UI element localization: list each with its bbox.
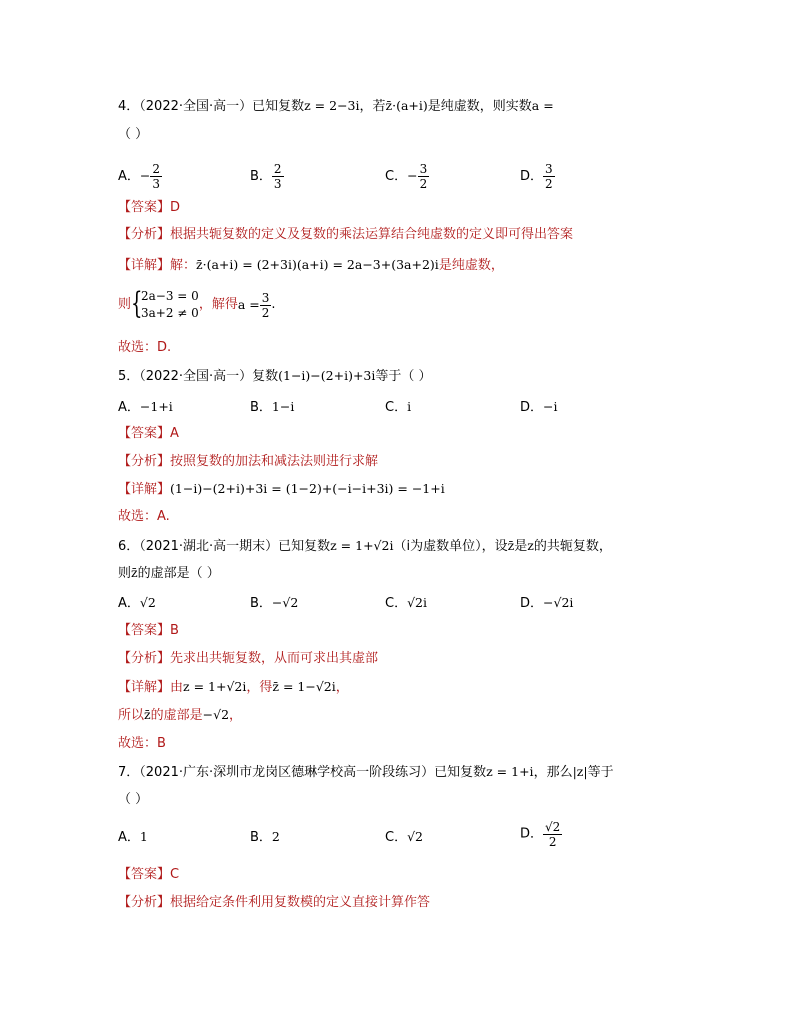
q5-answer xyxy=(118,425,179,443)
option-label: D． xyxy=(520,826,544,842)
detail-tag: 【详解】 xyxy=(118,258,171,273)
q4-detail xyxy=(118,256,504,275)
option-value: 1 xyxy=(139,829,148,844)
option-fraction xyxy=(543,162,555,191)
option-fraction xyxy=(150,162,162,191)
option-value: i xyxy=(407,399,412,414)
q7-analysis xyxy=(118,894,430,912)
q6-stem-text-d: 的共轭复数， xyxy=(533,539,612,554)
q6-detail-line2 xyxy=(118,706,242,725)
detail-tag: 【详解】 xyxy=(118,680,171,695)
q6-option-c xyxy=(385,594,427,613)
analysis-text: 按照复数的加法和减法法则进行求解 xyxy=(170,454,379,469)
option-value: −1+i xyxy=(139,399,173,414)
analysis-text: 根据共轭复数的定义及复数的乘法运算结合纯虚数的定义即可得出答案 xyxy=(170,227,574,242)
q6-stem-line2 xyxy=(118,564,220,583)
q7-stem-text-a: 7．（2021·广东·深圳市龙岗区德琳学校高一阶段练习）已知复数 xyxy=(118,765,487,780)
option-label: D． xyxy=(520,169,544,184)
q6-stem-text-a: 6．（2021·湖北·高一期末）已知复数 xyxy=(118,539,331,554)
system-eq-1: 2a−3 = 0 xyxy=(141,289,199,303)
detail-expr: z̄·(a+i) = (2+3i)(a+i) = 2a−3+(3a+2)i xyxy=(196,257,439,272)
q4-analysis xyxy=(118,226,573,244)
fraction-num: 2 xyxy=(273,162,282,176)
option-value: −i xyxy=(543,399,558,414)
q5-option-b xyxy=(250,398,294,417)
q4-paren: （ ） xyxy=(118,127,149,142)
option-sign: − xyxy=(407,168,418,183)
q5-stem-text-b: 等于（ ） xyxy=(375,369,432,384)
option-label: B． xyxy=(250,830,272,845)
q6-choose: 故选：B xyxy=(118,736,166,751)
detail-text-b: ，得 xyxy=(246,680,273,695)
option-fraction xyxy=(418,162,430,191)
q6-detail xyxy=(118,678,349,697)
fraction-den: 2 xyxy=(261,305,270,320)
option-fraction xyxy=(543,820,562,849)
analysis-tag: 【分析】 xyxy=(118,227,171,242)
option-label: B． xyxy=(250,400,272,415)
option-value: √2 xyxy=(139,595,156,610)
fraction-den: 2 xyxy=(419,177,428,191)
fraction-num: 3 xyxy=(419,162,428,176)
q7-option-d xyxy=(520,820,562,849)
analysis-tag: 【分析】 xyxy=(118,651,171,666)
option-value: √2i xyxy=(407,595,427,610)
q4-option-b xyxy=(250,162,284,191)
q5-option-c xyxy=(385,398,411,417)
fraction-den: 2 xyxy=(548,835,557,849)
q5-stem xyxy=(118,367,432,386)
option-label: D． xyxy=(520,596,544,611)
q7-option-a xyxy=(118,828,148,847)
fraction-den: 2 xyxy=(545,177,553,191)
option-value: √2 xyxy=(407,829,423,844)
option-fraction xyxy=(272,162,284,191)
detail-text-d: 所以 xyxy=(118,708,145,723)
q6-expr-z: z = 1+√2i xyxy=(330,538,394,553)
detail-text-e: 的虚部是 xyxy=(150,708,203,723)
q4-option-d xyxy=(520,162,555,191)
q6-stem xyxy=(118,537,612,556)
fraction-den: 3 xyxy=(152,177,161,191)
detail-expr-1: z = 1+√2i xyxy=(183,679,247,694)
q6-analysis xyxy=(118,650,378,668)
equation-system xyxy=(131,288,199,322)
option-label: B． xyxy=(250,169,272,184)
q7-answer xyxy=(118,866,179,884)
q5-analysis xyxy=(118,453,378,471)
q6-stem-text-b: （i为虚数单位），设 xyxy=(393,539,508,554)
answer-tag: 【答案】 xyxy=(118,623,171,638)
solve-var: a = xyxy=(237,297,260,312)
q4-expr-a: a = xyxy=(531,98,554,113)
answer-tag: 【答案】 xyxy=(118,200,171,215)
option-value: 2 xyxy=(271,829,280,844)
fraction-num: 2 xyxy=(152,162,161,176)
q4-expr-z: z = 2−3i xyxy=(304,98,360,113)
q6-line2-text-b: 的虚部是（ ） xyxy=(137,566,220,581)
detail-expr: (1−i)−(2+i)+3i = (1−2)+(−i−i+3i) = −1+i xyxy=(170,481,445,496)
q4-system xyxy=(118,288,276,328)
answer-tag: 【答案】 xyxy=(118,867,171,882)
option-sign: − xyxy=(139,168,151,183)
brace-icon: { xyxy=(131,286,143,321)
option-label: A． xyxy=(118,169,140,184)
q5-option-d xyxy=(520,398,558,417)
detail-text-f: ， xyxy=(229,708,243,723)
analysis-tag: 【分析】 xyxy=(118,895,171,910)
fraction-num: 3 xyxy=(545,162,553,176)
option-value: 1−i xyxy=(271,399,295,414)
answer-value: A xyxy=(170,426,179,441)
q7-paren: （ ） xyxy=(118,792,149,807)
q5-stem-text-a: 5．（2022·全国·高一）复数 xyxy=(118,369,279,384)
q6-option-d xyxy=(520,594,573,613)
q4-option-a xyxy=(118,162,162,191)
solve-text: ，解得 xyxy=(198,297,238,312)
fraction-num: 3 xyxy=(261,290,270,305)
option-label: A． xyxy=(118,596,140,611)
system-eq-2: 3a+2 ≠ 0 xyxy=(141,306,199,320)
q7-option-b xyxy=(250,828,280,847)
q6-line2-expr: z̄ xyxy=(131,565,138,580)
detail-text: 解： xyxy=(170,258,197,273)
detail-text-a: 由 xyxy=(170,680,184,695)
option-value: −√2 xyxy=(271,595,299,610)
q4-answer xyxy=(118,199,180,217)
fraction-num: √2 xyxy=(545,820,561,834)
q4-option-c xyxy=(385,162,429,191)
analysis-text: 先求出共轭复数，从而可求出其虚部 xyxy=(170,651,379,666)
q7-stem-text-b: ，那么 xyxy=(533,765,573,780)
option-label: C． xyxy=(385,169,408,184)
option-label: A． xyxy=(118,400,140,415)
option-label: A． xyxy=(118,830,140,845)
detail-expr-4: −√2 xyxy=(202,707,230,722)
q4-choose: 故选：D. xyxy=(118,340,172,355)
q7-option-c xyxy=(385,828,423,847)
option-label: B． xyxy=(250,596,272,611)
q7-stem-text-c: 等于 xyxy=(587,765,614,780)
q7-expr-abs: |z| xyxy=(572,764,588,779)
q5-detail xyxy=(118,480,445,499)
q4-stem-text-c: 是纯虚数，则实数 xyxy=(427,99,532,114)
q6-expr-z2: z xyxy=(527,538,534,553)
detail-text-b: 是纯虚数， xyxy=(438,258,504,273)
option-value: −√2i xyxy=(543,595,574,610)
option-label: D． xyxy=(520,400,544,415)
q4-stem-text-a: 4．（2022·全国·高一）已知复数 xyxy=(118,99,305,114)
detail-text-c: ， xyxy=(335,680,349,695)
q4-expr-conj: z̄·(a+i) xyxy=(385,98,428,113)
analysis-text: 根据给定条件利用复数模的定义直接计算作答 xyxy=(170,895,431,910)
option-label: C． xyxy=(385,400,408,415)
answer-value: C xyxy=(170,867,180,882)
q6-option-b xyxy=(250,594,298,613)
detail-expr-2: z̄ = 1−√2i xyxy=(272,679,336,694)
answer-value: B xyxy=(170,623,179,638)
q5-expr: (1−i)−(2+i)+3i xyxy=(278,368,376,383)
detail-tag: 【详解】 xyxy=(118,482,171,497)
q5-choose: 故选：A. xyxy=(118,509,170,524)
q7-expr-z: z = 1+i xyxy=(486,764,534,779)
q6-stem-text-c: 是 xyxy=(514,539,528,554)
detail-expr-3: z̄ xyxy=(144,707,151,722)
analysis-tag: 【分析】 xyxy=(118,454,171,469)
q6-line2-text-a: 则 xyxy=(118,566,132,581)
q6-option-a xyxy=(118,594,156,613)
option-label: C． xyxy=(385,830,408,845)
fraction-den: 3 xyxy=(273,177,282,191)
answer-value: D xyxy=(170,200,181,215)
q7-stem xyxy=(118,763,614,782)
then-text: 则 xyxy=(118,297,132,312)
option-label: C． xyxy=(385,596,408,611)
answer-tag: 【答案】 xyxy=(118,426,171,441)
q6-answer xyxy=(118,622,179,640)
solve-end: . xyxy=(271,297,276,312)
q5-option-a xyxy=(118,398,173,417)
q4-stem xyxy=(118,97,554,116)
solve-fraction xyxy=(260,291,272,320)
q6-expr-conj: z̄ xyxy=(507,538,515,553)
q4-stem-text-b: ，若 xyxy=(359,99,386,114)
